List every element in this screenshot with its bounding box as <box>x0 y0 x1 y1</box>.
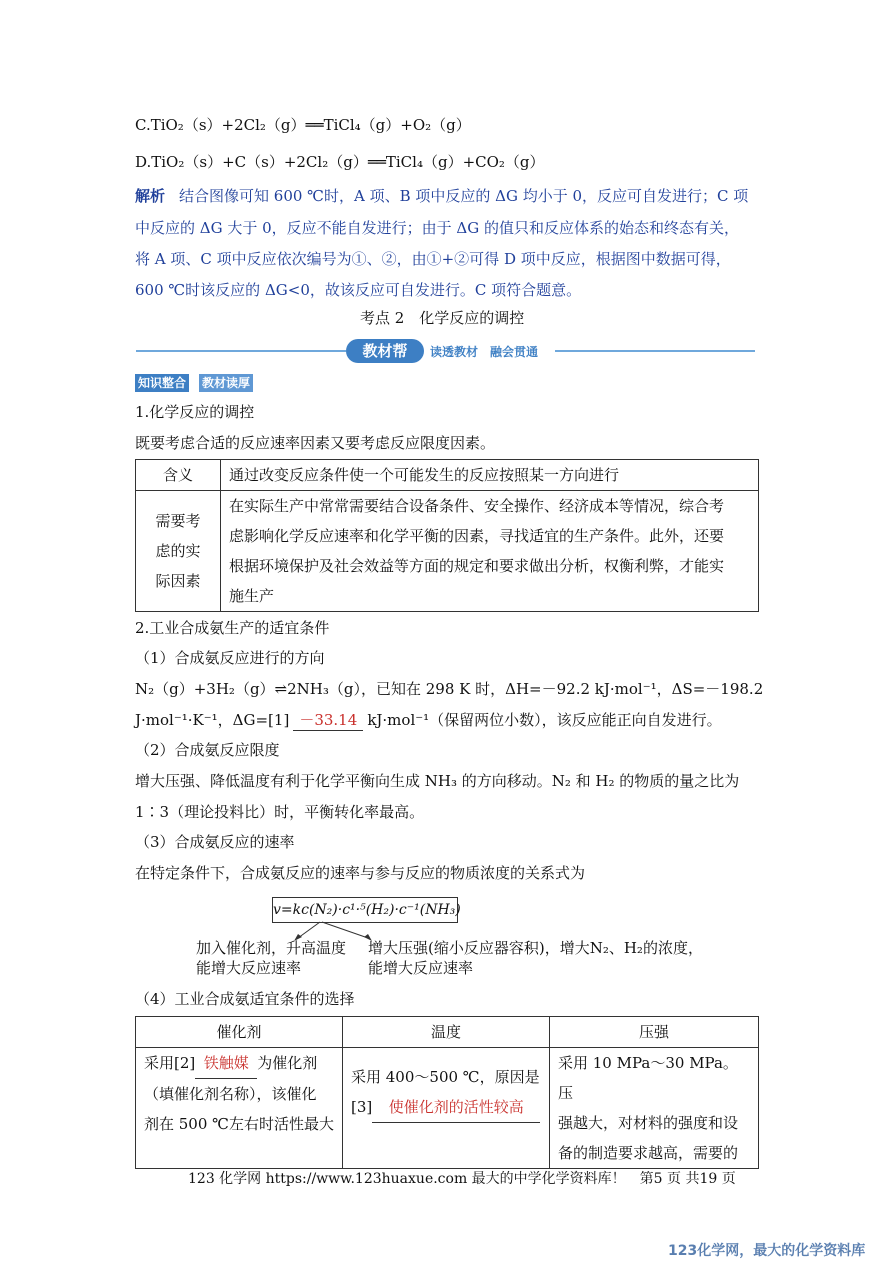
subheading-4: （4）工业合成氨适宜条件的选择 <box>135 990 355 1008</box>
equation-line-1: N₂（g）+3H₂（g）⇌2NH₃（g），已知在 298 K 时，ΔH=－92.2 kJ·mol⁻¹，ΔS=－198.2 <box>135 680 764 698</box>
subheading-1: （1）合成氨反应进行的方向 <box>135 649 325 667</box>
banner-title: 教材帮 <box>346 339 424 363</box>
option-c: C.TiO₂（s）+2Cl₂（g）══TiCl₄（g）+O₂（g） <box>135 116 471 134</box>
answer-3-blank[interactable]: 使催化剂的活性较高 <box>372 1092 540 1123</box>
analysis-text-1: 结合图像可知 600 ℃时，A 项、B 项中反应的 ΔG 均小于 0，反应可自发进行；C 项 <box>179 187 749 205</box>
watermark: 123化学网，最大的化学资料库 <box>668 1243 866 1259</box>
temperature-cell: 采用 400～500 ℃，原因是 [3] 使催化剂的活性较高 <box>343 1048 550 1169</box>
banner-subtitle: 读透教材 融会贯通 <box>430 345 539 359</box>
analysis-label: 解析 <box>135 187 166 205</box>
control-factors-label: 需要考 虑的实 际因素 <box>136 491 221 612</box>
page-footer: 123 化学网 https://www.123huaxue.com 最大的中学化学资料库！ 第5 页 共19 页 <box>188 1171 736 1187</box>
limit-line-1: 增大压强、降低温度有利于化学平衡向生成 NH₃ 的方向移动。N₂ 和 H₂ 的物质的量之比为 <box>135 772 740 790</box>
analysis-line-4: 600 ℃时该反应的 ΔG<0，故该反应可自发进行。C 项符合题意。 <box>135 281 582 299</box>
option-d: D.TiO₂（s）+C（s）+2Cl₂（g）══TiCl₄（g）+CO₂（g） <box>135 153 545 171</box>
analysis-line-3: 将 A 项、C 项中反应依次编号为①、②，由①+②可得 D 项中反应，根据图中数据可得， <box>135 250 731 268</box>
answer-2-blank[interactable]: 铁触媒 <box>195 1048 257 1079</box>
note-left-2: 能增大反应速率 <box>196 959 302 977</box>
banner-line-left <box>136 350 346 352</box>
heading-1: 1.化学反应的调控 <box>135 403 255 421</box>
header-temperature: 温度 <box>343 1017 550 1048</box>
note-right-2: 能增大反应速率 <box>368 959 474 977</box>
header-catalyst: 催化剂 <box>136 1017 343 1048</box>
note-right-1: 增大压强(缩小反应器容积)，增大N₂、H₂的浓度， <box>368 939 703 957</box>
subheading-3: （3）合成氨反应的速率 <box>135 833 295 851</box>
intro-text: 既要考虑合适的反应速率因素又要考虑反应限度因素。 <box>135 434 496 452</box>
conditions-table <box>135 1016 759 1169</box>
answer-1-blank[interactable]: －33.14 <box>293 709 363 731</box>
tag-textbook: 教材读厚 <box>199 374 253 392</box>
note-left-1: 加入催化剂，升高温度 <box>196 939 347 957</box>
tag-knowledge: 知识整合 <box>135 374 189 392</box>
control-meaning-text: 通过改变反应条件使一个可能发生的反应按照某一方向进行 <box>221 460 759 491</box>
control-meaning-label: 含义 <box>136 460 221 491</box>
control-factors-text: 在实际生产中常常需要结合设备条件、安全操作、经济成本等情况，综合考 虑影响化学反应速率和化学平衡的因素，寻找适宜的生产条件。此外，还要 根据环境保护及社会效益等方面的规定和要求做出分析，权衡利弊，才能实 施生产 <box>221 491 759 612</box>
header-pressure: 压强 <box>550 1017 759 1048</box>
analysis-line-2: 中反应的 ΔG 大于 0，反应不能自发进行；由于 ΔG 的值只和反应体系的始态和终态有关， <box>135 219 740 237</box>
catalyst-cell: 采用[2] 铁触媒 为催化剂 （填催化剂名称），该催化 剂在 500 ℃左右时活性最大 <box>136 1048 343 1169</box>
rate-formula: v=kc(N₂)·c¹·⁵(H₂)·c⁻¹(NH₃) <box>272 897 458 923</box>
heading-2: 2.工业合成氨生产的适宜条件 <box>135 619 330 637</box>
banner-line-right <box>555 350 755 352</box>
equation-line-2: J·mol⁻¹·K⁻¹，ΔG=[1] －33.14 kJ·mol⁻¹（保留两位小数），该反应能正向自发进行。 <box>135 711 722 729</box>
control-table <box>135 459 759 612</box>
analysis-line-1 <box>135 185 748 206</box>
rate-intro: 在特定条件下，合成氨反应的速率与参与反应的物质浓度的关系式为 <box>135 864 586 882</box>
pressure-cell: 采用 10 MPa～30 MPa。压 强越大，对材料的强度和设 备的制造要求越高，需要的 <box>550 1048 759 1169</box>
subheading-2: （2）合成氨反应限度 <box>135 741 280 759</box>
limit-line-2: 1∶3（理论投料比）时，平衡转化率最高。 <box>135 803 425 821</box>
section-title: 考点 2 化学反应的调控 <box>360 309 525 327</box>
